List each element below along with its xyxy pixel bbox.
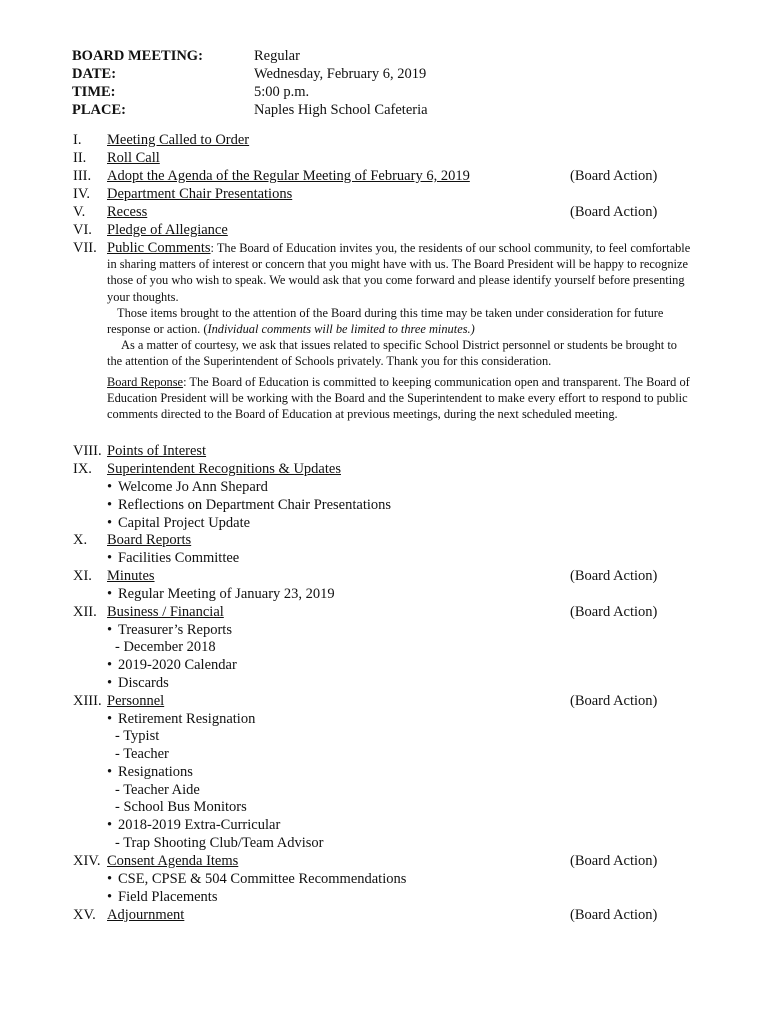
bullet-icon: • (107, 622, 113, 638)
item-number: V. (73, 204, 86, 220)
item-number: XII. (73, 604, 97, 620)
place-label: PLACE: (72, 102, 126, 118)
item-number: X. (73, 532, 88, 548)
bullet-icon: • (107, 871, 113, 887)
bullet-icon: • (107, 817, 113, 833)
sub-item: • Field Placements (107, 889, 218, 905)
item-title: Pledge of Allegiance (107, 222, 228, 238)
sub-sub-item: - Trap Shooting Club/Team Advisor (115, 835, 324, 851)
item-title: Adopt the Agenda of the Regular Meeting of February 6, 2019 (107, 168, 470, 184)
meeting-label: BOARD MEETING: (72, 48, 203, 64)
public-comments-text: : The Board of Education invites you, the residents of our school community, to feel comfortable in sharing matters of interest or concern that you might have with us. The Board President will be happy to recognize those of you who wish to speak. We would ask that you come forward and please identify yourself before presenting your thoughts. (107, 241, 691, 304)
meeting-value: Regular (254, 48, 300, 64)
bullet-icon: • (107, 657, 113, 673)
board-action-label: (Board Action) (570, 568, 658, 584)
time-value: 5:00 p.m. (254, 84, 310, 100)
item-number: VIII. (73, 443, 102, 459)
sub-sub-item: - Teacher Aide (115, 782, 200, 798)
item-title: Superintendent Recognitions & Updates (107, 461, 341, 477)
sub-item: • Retirement Resignation (107, 711, 256, 727)
item-number: XIII. (73, 693, 102, 709)
board-response-text: : The Board of Education is committed to keeping communication open and transparent. The Board of Education President will be working with the Board and the Superintendent to make every effort to respond to public comments directed to the Board of Education at previous meetings, during the next scheduled meeting. (107, 374, 690, 422)
bullet-icon: • (107, 586, 113, 602)
sub-item: • CSE, CPSE & 504 Committee Recommendations (107, 871, 407, 887)
bullet-icon: • (107, 497, 113, 513)
board-response-paragraph (107, 374, 692, 423)
public-comments-paragraph (107, 240, 692, 305)
sub-item: • Capital Project Update (107, 515, 251, 531)
board-action-label: (Board Action) (570, 604, 658, 620)
sub-item: • Regular Meeting of January 23, 2019 (107, 586, 335, 602)
board-action-label: (Board Action) (570, 693, 658, 709)
bullet-icon: • (107, 764, 113, 780)
sub-item: • 2018-2019 Extra-Curricular (107, 817, 281, 833)
item-title: Business / Financial (107, 604, 224, 620)
sub-sub-item: - Teacher (115, 746, 169, 762)
item-number: XIV. (73, 853, 101, 869)
date-label: DATE: (72, 66, 117, 82)
board-action-label: (Board Action) (570, 168, 658, 184)
bullet-icon: • (107, 550, 113, 566)
consideration-text: Those items brought to the attention of the Board during this time may be taken under consideration for future response or action. ( (107, 305, 664, 337)
item-title: Board Reports (107, 532, 192, 548)
board-action-label: (Board Action) (570, 204, 658, 220)
item-title: Public Comments (107, 240, 211, 256)
time-limit-note: Individual comments will be limited to three minutes.) (207, 322, 475, 337)
item-title: Recess (107, 204, 148, 220)
board-action-label: (Board Action) (570, 853, 658, 869)
sub-item: • Welcome Jo Ann Shepard (107, 479, 268, 495)
item-title: Meeting Called to Order (107, 132, 250, 148)
sub-item: • Reflections on Department Chair Presentations (107, 497, 392, 513)
item-title: Roll Call (107, 150, 160, 166)
item-number: VI. (73, 222, 92, 238)
sub-item: • Discards (107, 675, 169, 691)
item-title: Personnel (107, 693, 165, 709)
item-number: IV. (73, 186, 91, 202)
item-title: Minutes (107, 568, 155, 584)
courtesy-paragraph: As a matter of courtesy, we ask that issues related to specific School District personnel or students be brought to the attention of the Superintendent of Schools privately. Thank you for this consideration. (107, 338, 677, 369)
public-comments-block (107, 240, 692, 422)
board-response-label: Board Reponse (107, 374, 184, 389)
item-number: III. (73, 168, 92, 184)
date-value: Wednesday, February 6, 2019 (254, 66, 427, 82)
board-action-label: (Board Action) (570, 907, 658, 923)
bullet-icon: • (107, 711, 113, 727)
sub-item: • Facilities Committee (107, 550, 240, 566)
item-number: I. (73, 132, 82, 148)
bullet-icon: • (107, 889, 113, 905)
item-title: Consent Agenda Items (107, 853, 239, 869)
bullet-icon: • (107, 515, 113, 531)
item-title: Points of Interest (107, 443, 207, 459)
sub-item: • 2019-2020 Calendar (107, 657, 237, 673)
item-title: Department Chair Presentations (107, 186, 293, 202)
consideration-paragraph (107, 305, 692, 337)
time-label: TIME: (72, 84, 116, 100)
bullet-icon: • (107, 479, 113, 495)
item-number: IX. (73, 461, 92, 477)
sub-sub-item: - School Bus Monitors (115, 799, 247, 815)
sub-item: • Resignations (107, 764, 193, 780)
sub-sub-item: - Typist (115, 728, 160, 744)
item-number: II. (73, 150, 87, 166)
sub-item: • Treasurer’s Reports (107, 622, 232, 638)
item-number: XI. (73, 568, 92, 584)
item-number: VII. (73, 240, 97, 256)
item-number: XV. (73, 907, 96, 923)
sub-sub-item: - December 2018 (115, 639, 216, 655)
place-value: Naples High School Cafeteria (254, 102, 428, 118)
item-title: Adjournment (107, 907, 185, 923)
bullet-icon: • (107, 675, 113, 691)
